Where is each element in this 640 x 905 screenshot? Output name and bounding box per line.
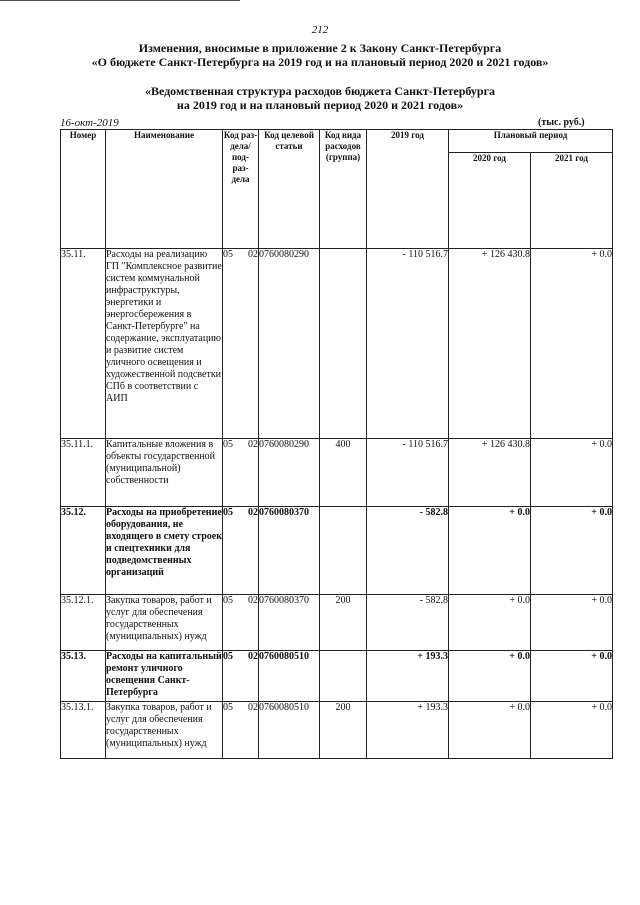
row-value-2021: + 0.0 <box>531 249 613 439</box>
top-rule <box>0 0 240 1</box>
row-value-2020: + 126 430.8 <box>449 249 531 439</box>
heading-line-3: «Ведомственная структура расходов бюджета Санкт-Петербурга <box>144 84 496 98</box>
row-target-code: 0760080370 <box>259 595 320 651</box>
row-type-code <box>320 651 367 702</box>
col-header-name: Наименование <box>106 130 223 249</box>
row-name: Капитальные вложения в объекты государственной (муниципальной) собственности <box>106 439 223 507</box>
row-name: Закупка товаров, работ и услуг для обеспечения государственных (муниципальных) нужд <box>106 702 223 759</box>
col-header-2020: 2020 год <box>449 153 531 249</box>
row-section-code <box>223 507 259 595</box>
row-number: 35.11. <box>61 249 106 439</box>
row-section: 05 <box>223 702 233 713</box>
row-value-2021: + 0.0 <box>531 651 613 702</box>
row-type-code <box>320 249 367 439</box>
col-header-target: Код целевой статьи <box>259 130 320 249</box>
row-target-code: 0760080290 <box>259 249 320 439</box>
row-value-2021: + 0.0 <box>531 595 613 651</box>
table-row <box>61 439 613 507</box>
row-section-code <box>223 439 259 507</box>
row-name: Расходы на приобретение оборудования, не входящего в смету строек и спецтехники для подведомственных организаций <box>106 507 223 595</box>
page-number: 212 <box>311 24 329 36</box>
row-value-2019: + 193.3 <box>367 702 449 759</box>
row-type-code <box>320 507 367 595</box>
row-number: 35.11.1. <box>61 439 106 507</box>
row-section: 05 <box>223 651 233 662</box>
row-subsection: 02 <box>248 595 258 606</box>
row-type-code: 400 <box>320 439 367 507</box>
row-value-2019: + 193.3 <box>367 651 449 702</box>
row-value-2021: + 0.0 <box>531 507 613 595</box>
col-header-section: Код раз- дела/ под- раз- дела <box>223 130 259 249</box>
col-header-planned: Плановый период <box>449 130 613 153</box>
row-number: 35.12. <box>61 507 106 595</box>
col-header-number: Номер <box>61 130 106 249</box>
row-target-code: 0760080370 <box>259 507 320 595</box>
table-row <box>61 507 613 595</box>
row-section: 05 <box>223 249 233 260</box>
row-value-2020: + 0.0 <box>449 595 531 651</box>
row-number: 35.13.1. <box>61 702 106 759</box>
table-row <box>61 249 613 439</box>
row-name: Расходы на капитальный ремонт уличного освещения Санкт-Петербурга <box>106 651 223 702</box>
row-subsection: 02 <box>248 249 258 260</box>
row-name: Закупка товаров, работ и услуг для обеспечения государственных (муниципальных) нужд <box>106 595 223 651</box>
row-section: 05 <box>223 595 233 606</box>
row-value-2020: + 126 430.8 <box>449 439 531 507</box>
row-value-2019: - 582.8 <box>367 595 449 651</box>
row-subsection: 02 <box>248 439 258 450</box>
heading-line-2: «О бюджете Санкт-Петербурга на 2019 год и на плановый период 2020 и 2021 годов» <box>91 55 549 69</box>
row-section-code <box>223 595 259 651</box>
heading-line-4: на 2019 год и на плановый период 2020 и 2021 годов» <box>176 98 464 112</box>
budget-table <box>60 129 613 759</box>
row-target-code: 0760080290 <box>259 439 320 507</box>
row-target-code: 0760080510 <box>259 702 320 759</box>
row-name: Расходы на реализацию ГП "Комплексное развитие систем коммунальной инфраструктуры, энергетики и энергосбережения в Санкт-Петербурге" на содержание, эксплуатацию и развитие систем уличного освещения и художественной подсветки СПб в соответствии с АИП <box>106 249 223 439</box>
table-row <box>61 702 613 759</box>
col-header-2021: 2021 год <box>531 153 613 249</box>
row-value-2019: - 110 516.7 <box>367 439 449 507</box>
row-subsection: 02 <box>248 651 258 662</box>
units-label: (тыс. руб.) <box>538 117 585 128</box>
row-value-2020: + 0.0 <box>449 507 531 595</box>
row-value-2019: - 110 516.7 <box>367 249 449 439</box>
row-value-2021: + 0.0 <box>531 702 613 759</box>
row-type-code: 200 <box>320 595 367 651</box>
row-type-code: 200 <box>320 702 367 759</box>
row-section: 05 <box>223 507 233 518</box>
table-row <box>61 595 613 651</box>
col-header-type: Код вида расходов (группа) <box>320 130 367 249</box>
row-subsection: 02 <box>248 507 258 518</box>
row-number: 35.13. <box>61 651 106 702</box>
row-value-2021: + 0.0 <box>531 439 613 507</box>
document-date: 16-окт-2019 <box>60 117 119 129</box>
row-subsection: 02 <box>248 702 258 713</box>
row-value-2020: + 0.0 <box>449 702 531 759</box>
row-number: 35.12.1. <box>61 595 106 651</box>
heading-line-1: Изменения, вносимые в приложение 2 к Закону Санкт-Петербурга <box>138 41 502 55</box>
row-section-code <box>223 651 259 702</box>
row-section-code <box>223 249 259 439</box>
table-body <box>61 249 613 759</box>
row-section: 05 <box>223 439 233 450</box>
table-row <box>61 651 613 702</box>
row-value-2020: + 0.0 <box>449 651 531 702</box>
row-section-code <box>223 702 259 759</box>
col-header-2019: 2019 год <box>367 130 449 249</box>
row-value-2019: - 582.8 <box>367 507 449 595</box>
row-target-code: 0760080510 <box>259 651 320 702</box>
